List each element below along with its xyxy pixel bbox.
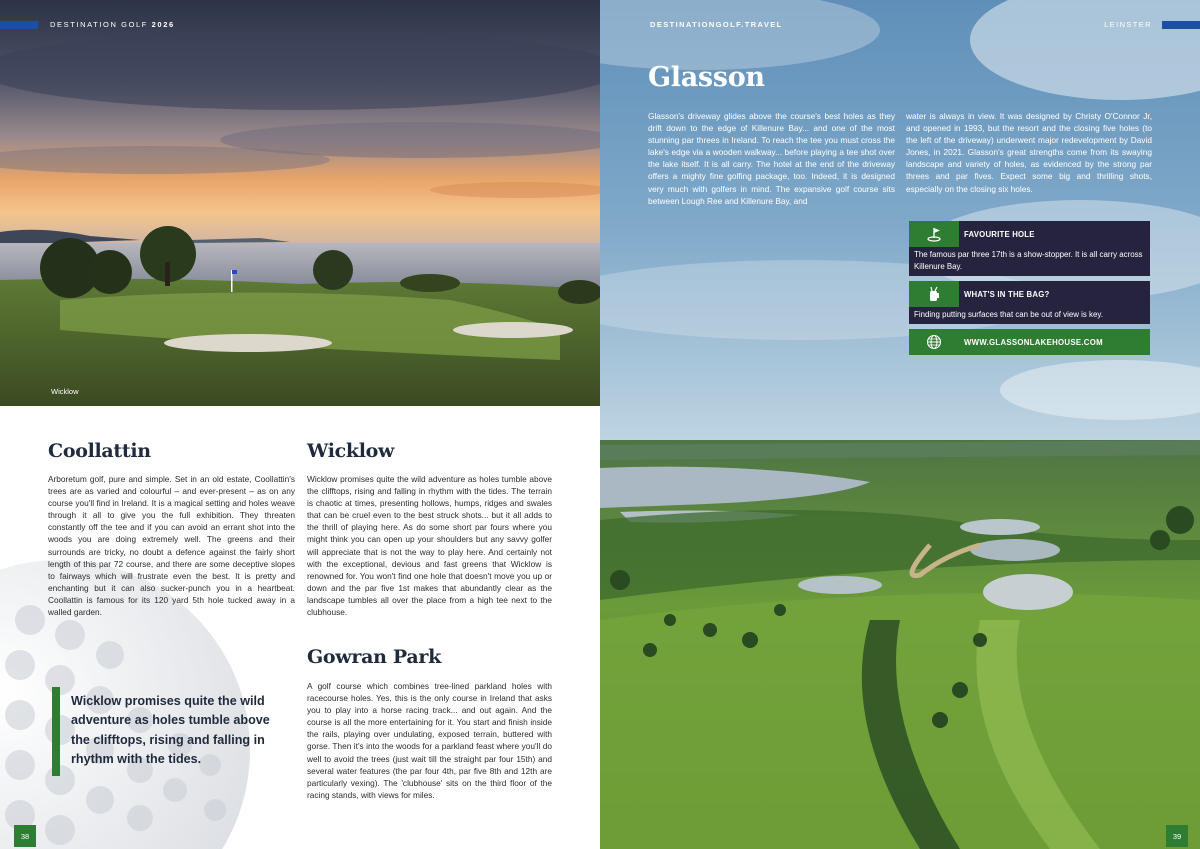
gowran-park-heading: Gowran Park <box>307 646 441 668</box>
glasson-body-col1: Glasson's driveway glides above the course's best holes as they drift down to the edge of Killenure Bay... and one of the most stunning par threes in Ireland. To reach the tee you must cross the lake's edge via a wooden walkway... before playing a tee shot over the lake itself. It is all carry. The hotel at the end of the driveway offers a mighty fine golfing package, too. Indeed, it is designed very much with golfers in mind. The expansive golf course sits between Lough Ree and Killenure Bay, and <box>648 111 895 206</box>
coollattin-heading: Coollattin <box>48 440 151 462</box>
coollattin-body: Arboretum golf, pure and simple. Set in an old estate, Coollattin's trees are as varied and colourful – and ever-present – as on any course you'll find in Ireland. It is a magical setting and holes weave through it all to give you the full exhibition. They threaten constantly off the tee and if you can avoid an errant shot into the woods you are doing extremely well. The greens and their surrounds are tricky, no doubt a defence against the fairly short length of this par 72 course, and there are some deceptive slopes to fairways which will frustrate even the best. It is pretty and enchanting but it can also sucker-punch you in a heartbeat. Coollattin is famous for its 120 yard 5th hole tucked away in a walled garden. <box>48 474 295 618</box>
page-number-left: 38 <box>14 825 36 847</box>
globe-icon <box>909 329 959 355</box>
wicklow-coastal-photo <box>0 0 600 406</box>
photo-caption: Wicklow <box>51 387 79 396</box>
favourite-hole-box <box>909 221 1150 276</box>
header-accent-bar <box>0 21 38 29</box>
website-box[interactable] <box>909 329 1150 355</box>
magazine-header <box>50 20 175 29</box>
right-page <box>600 0 1200 849</box>
whats-in-bag-box <box>909 281 1150 324</box>
magazine-brand: DESTINATION GOLF <box>50 20 148 29</box>
site-url-header: DESTINATIONGOLF.TRAVEL <box>650 20 783 29</box>
glasson-heading: Glasson <box>648 62 765 93</box>
golf-bag-icon <box>909 281 959 307</box>
page-number-right: 39 <box>1166 825 1188 847</box>
golf-flag-icon <box>909 221 959 247</box>
whats-in-bag-text: Finding putting surfaces that can be out of view is key. <box>909 307 1150 324</box>
favourite-hole-label: FAVOURITE HOLE <box>964 229 1035 239</box>
wicklow-heading: Wicklow <box>307 440 395 462</box>
website-link[interactable]: WWW.GLASSONLAKEHOUSE.COM <box>964 337 1103 347</box>
header-accent-bar-right <box>1162 21 1200 29</box>
favourite-hole-text: The famous par three 17th is a show-stopper. It is all carry across Killenure Bay. <box>909 247 1150 276</box>
gowran-park-body: A golf course which combines tree-lined parkland holes with racecourse holes. Yes, this is the only course in Ireland that asks you to play into a horse racing track... and out again. And the course is all the more entertaining for it. You start and finish inside the rails, playing over undulating, exposed terrain, buttered with gorse. Then it's into the woods for a parkland feast where you'll do well to avoid the trees (just wait till the straight par four 15th) and several water features (the par four 4th, par five 8th and 12th are particularly vexing). The 'clubhouse' sits on the third floor of the racing stands, with views for miles. <box>307 681 552 800</box>
wicklow-body: Wicklow promises quite the wild adventure as holes tumble above the clifftops, rising and falling in rhythm with the tides. The terrain is chaotic at times, presenting hollows, humps, ridges and swales that can be cruel even to the best struck shots... but it all adds to the thrill of playing here. As do some short par fours where you might think you can open up your shoulders but any savvy golfer will appreciate that is not the way to play here. And certainly not with the exceptional, devious and fast greens that Wicklow is renowned for. You won't find one hole that doesn't move you up or down and the par five 1st makes that abundantly clear as the landscape tumbles all over the place from a high tee next to the clubhouse. <box>307 474 552 618</box>
pullquote: Wicklow promises quite the wild adventure as holes tumble above the clifftops, rising and falling in rhythm with the tides. <box>71 694 270 766</box>
glasson-body-col2: water is always in view. It was designed by Christy O'Connor Jr, and opened in 1993, but the resort and the closing five holes (to the left of the driveway) underwent major redevelopment by David Jones, in 2021. Glasson's great strengths come from its swaying landscape and variety of holes, as evidenced by the strong par threes and par fives. Expect some big and thrilling shots, especially on the closing six holes. <box>906 111 1152 194</box>
whats-in-bag-label: WHAT'S IN THE BAG? <box>964 289 1050 299</box>
magazine-year: 2026 <box>151 20 175 29</box>
pullquote-bar <box>52 687 60 776</box>
region-label: LEINSTER <box>1104 20 1152 29</box>
